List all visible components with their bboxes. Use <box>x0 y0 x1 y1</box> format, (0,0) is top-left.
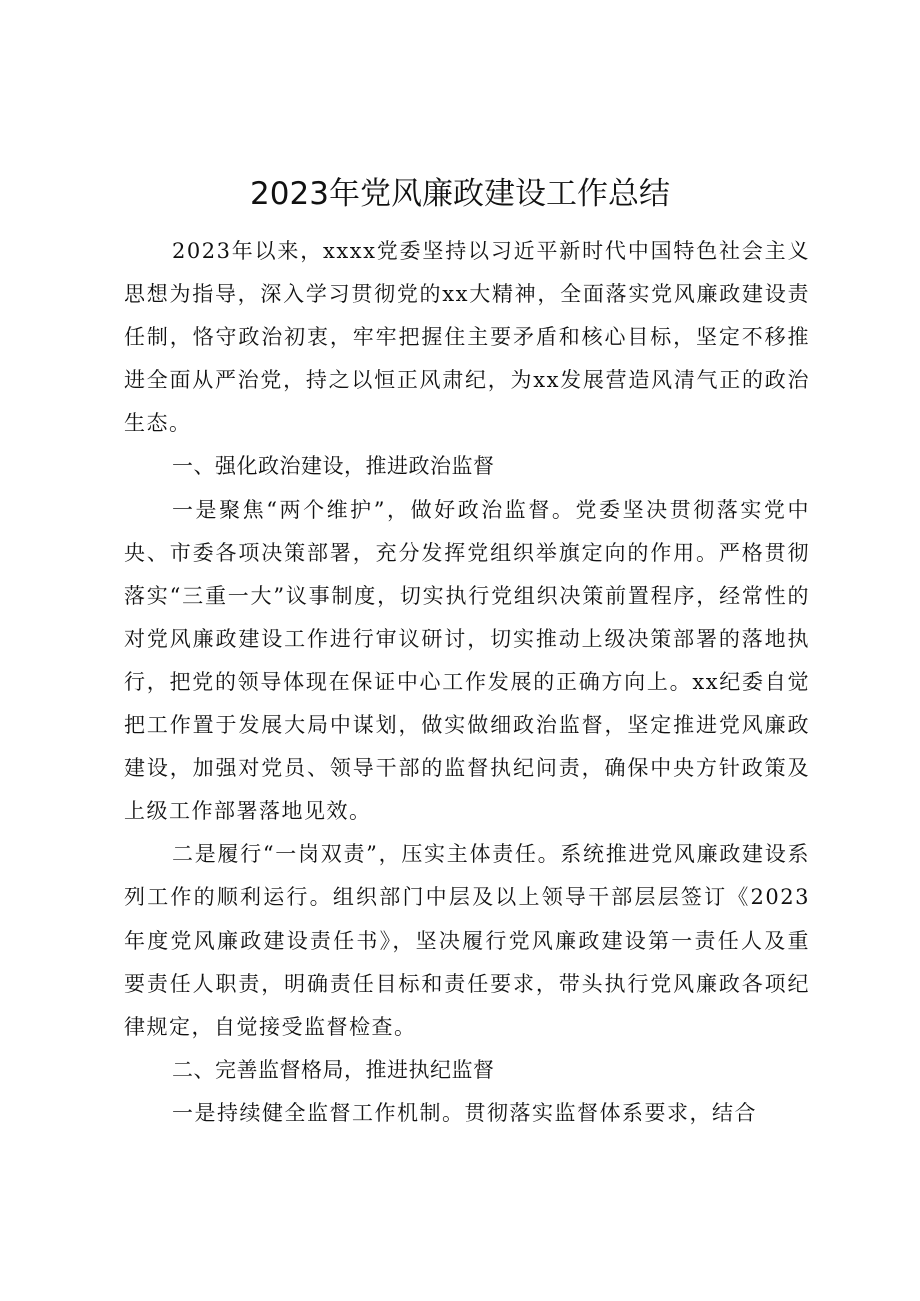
intro-paragraph: 2023年以来，xxxx党委坚持以习近平新时代中国特色社会主义思想为指导，深入学习贯彻党的xx大精神，全面落实党风廉政建设责任制，恪守政治初衷，牢牢把握住主要矛盾和核心目标，坚定不移推进全面从严治党，持之以恒正风肃纪，为xx发展营造风清气正的政治生态。 <box>124 239 810 436</box>
section-1-paragraph-1: 一是聚焦“两个维护”，做好政治监督。党委坚决贯彻落实党中央、市委各项决策部署，充分发挥党组织举旗定向的作用。严格贯彻落实“三重一大”议事制度，切实执行党组织决策前置程序，经常性的对党风廉政建设工作进行审议研讨，切实推动上级决策部署的落地执行，把党的领导体现在保证中心工作发展的正确方向上。xx纪委自觉把工作置于发展大局中谋划，做实做细政治监督，坚定推进党风廉政建设，加强对党员、领导干部的监督执纪问责，确保中央方针政策及上级工作部署落地见效。 <box>124 497 810 824</box>
section-1-paragraph-2: 二是履行“一岗双责”，压实主体责任。系统推进党风廉政建设系列工作的顺利运行。组织部门中层及以上领导干部层层签订《2023年度党风廉政建设责任书》，坚决履行党风廉政建设第一责任人及重要责任人职责，明确责任目标和责任要求，带头执行党风廉政各项纪律规定，自觉接受监督检查。 <box>124 842 810 1039</box>
section-2-paragraph-1: 一是持续健全监督工作机制。贯彻落实监督体系要求，结合 <box>172 1100 757 1125</box>
section-2-heading: 二、完善监督格局，推进执纪监督 <box>172 1057 495 1082</box>
document-title: 2023年党风廉政建设工作总结 <box>250 176 670 212</box>
section-1-heading: 一、强化政治建设，推进政治监督 <box>172 454 495 479</box>
document-body <box>124 230 810 1135</box>
